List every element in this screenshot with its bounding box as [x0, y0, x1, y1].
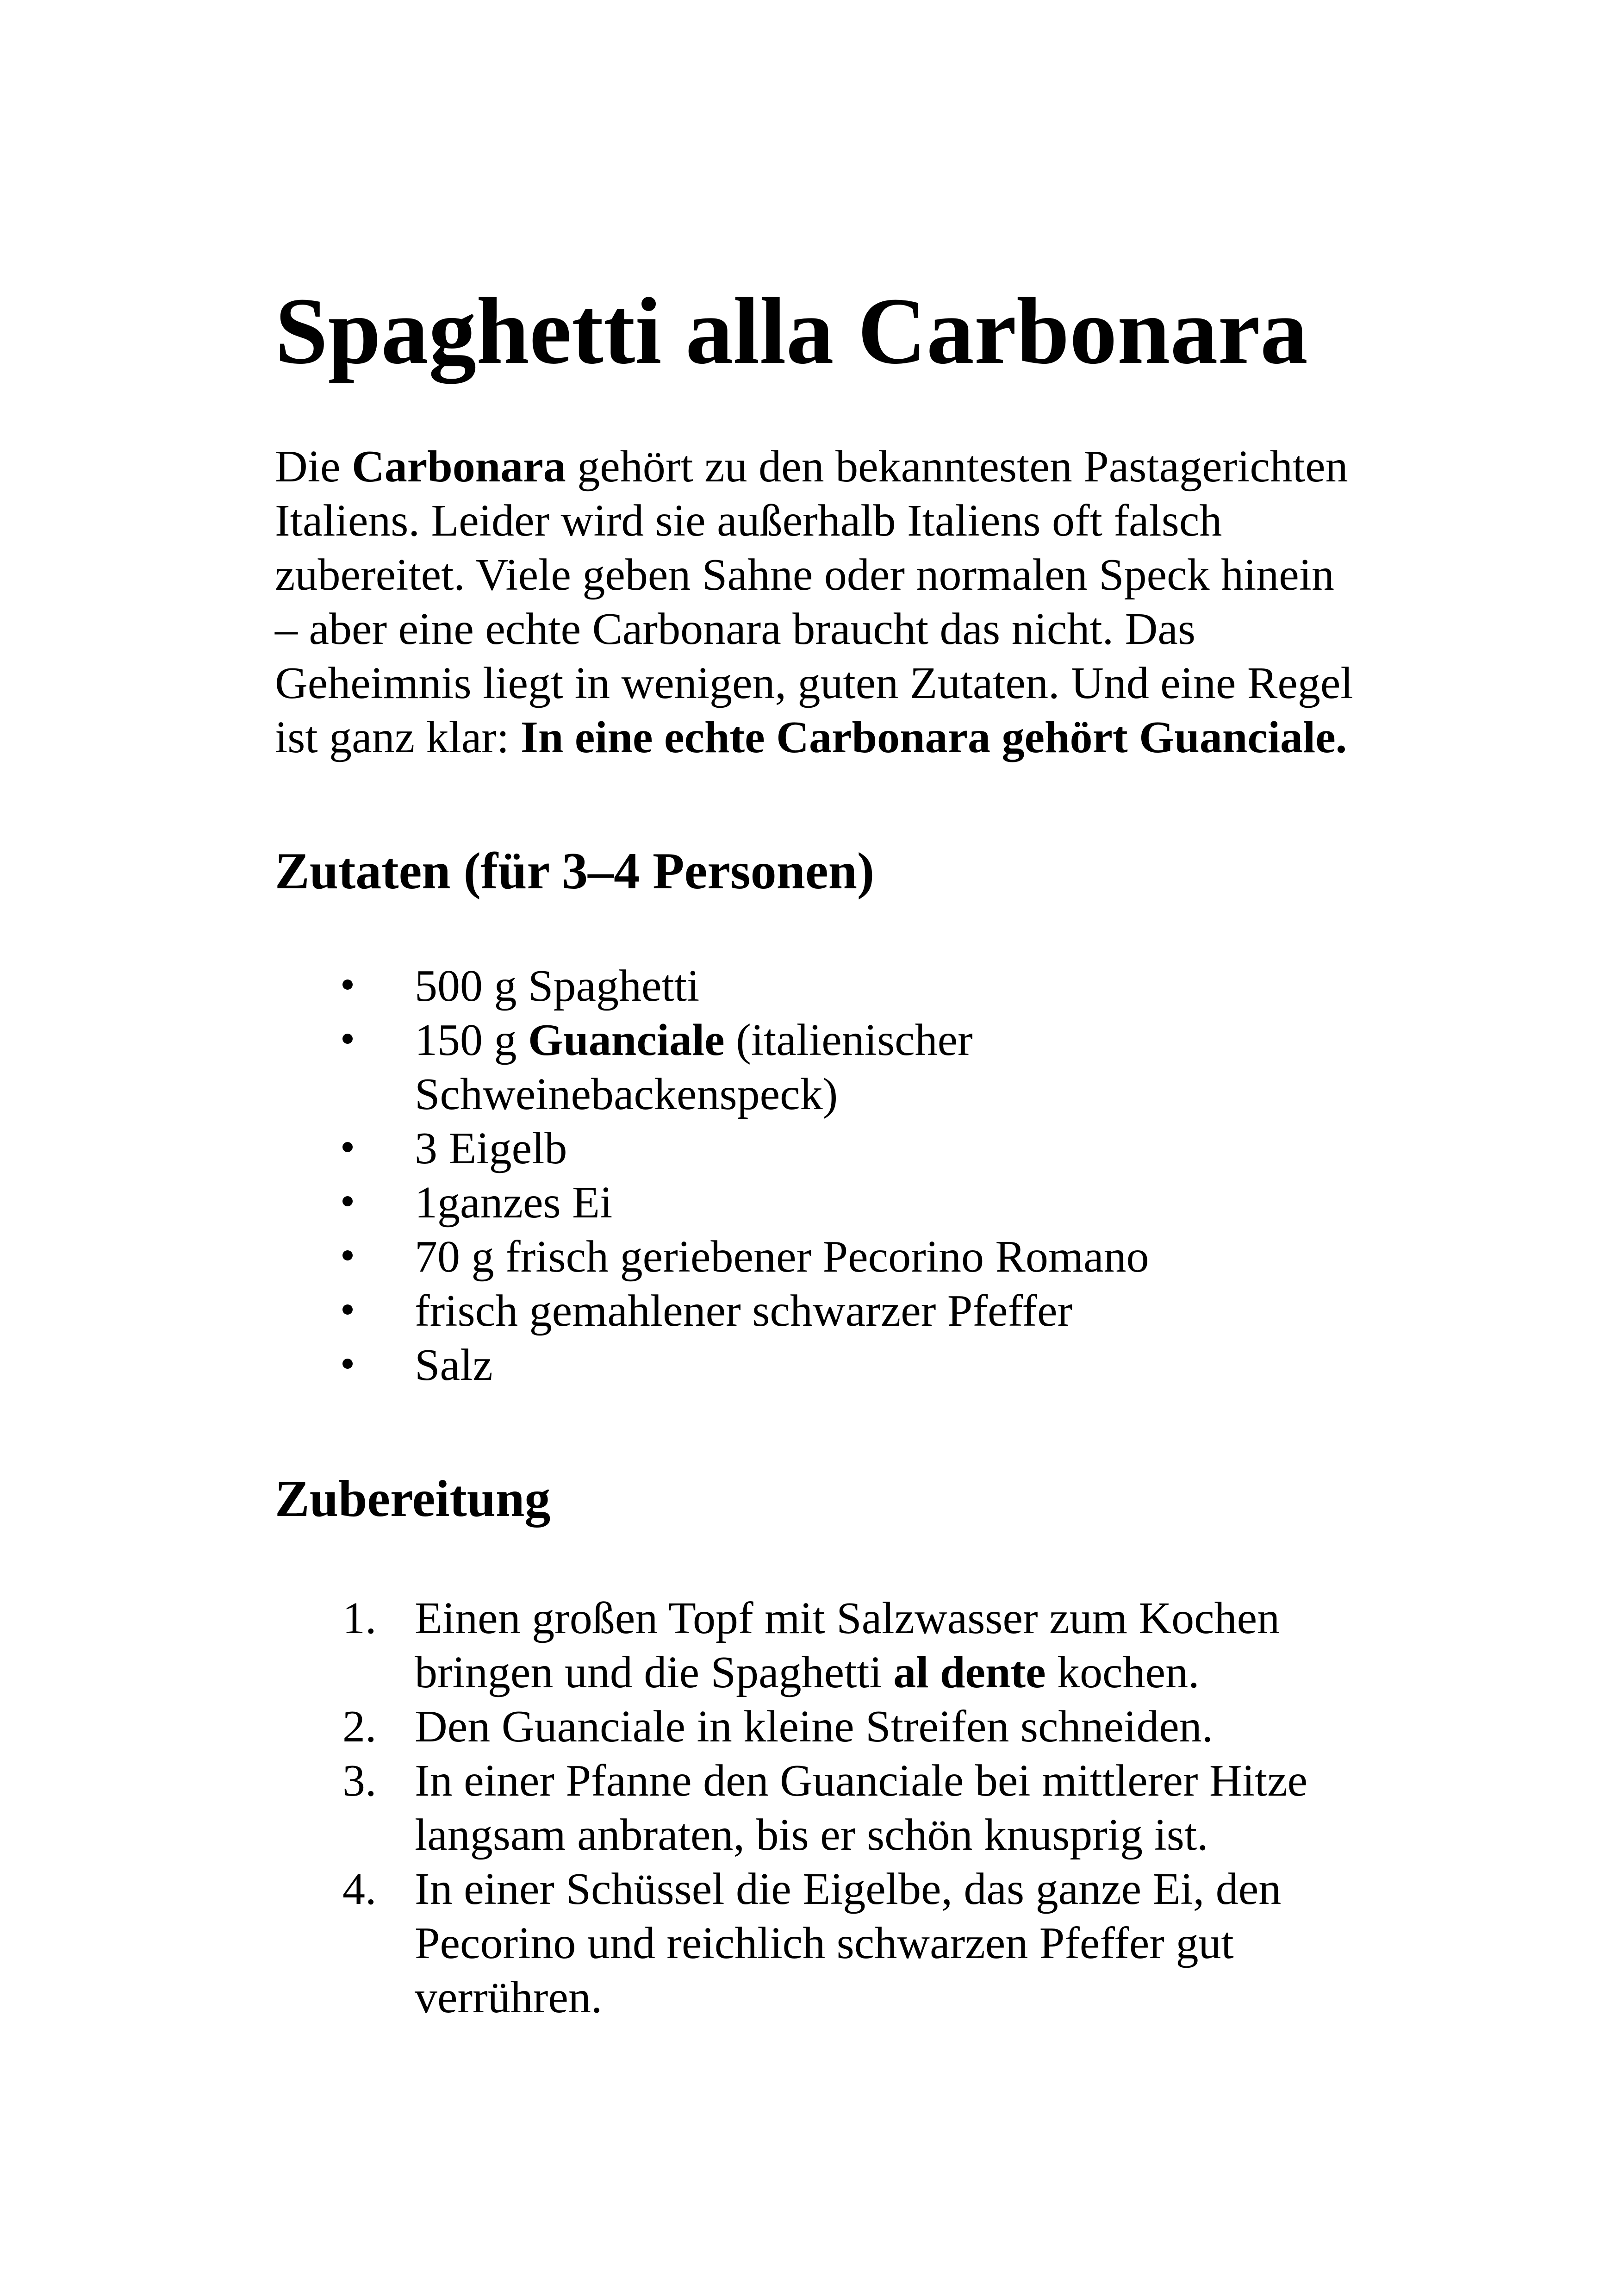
ingredient-text-pre: 150 g [415, 1015, 528, 1065]
intro-bold-rule: In eine echte Carbonara gehört Guanciale. [520, 712, 1347, 762]
step-text-post: kochen. [1045, 1647, 1200, 1697]
ingredient-item [275, 1284, 1353, 1338]
ingredient-text: 70 g frisch geriebener Pecorino Romano [415, 1232, 1149, 1282]
bullet-icon [342, 1034, 353, 1044]
step-text: In einer Pfanne den Guanciale bei mittlerer Hitze langsam anbraten, bis er schön knusprig ist. [415, 1756, 1308, 1860]
step-number: 3. [342, 1756, 377, 1806]
ingredient-text: frisch gemahlener schwarzer Pfeffer [415, 1286, 1073, 1336]
step-item [275, 1591, 1353, 1700]
step-item [275, 1700, 1353, 1754]
step-text-pre: Einen großen Topf mit Salzwasser zum Kochen bringen und die Spaghetti [415, 1593, 1280, 1697]
step-text: Den Guanciale in kleine Streifen schneiden. [415, 1702, 1214, 1752]
ingredient-text-post: (italienischer Schweinebackenspeck) [415, 1015, 973, 1119]
ingredient-text: Salz [415, 1340, 493, 1390]
ingredient-text: 1ganzes Ei [415, 1178, 613, 1228]
bullet-icon [342, 980, 353, 990]
ingredients-list [275, 959, 1353, 1392]
steps-heading: Zubereitung [275, 1470, 551, 1528]
step-number: 1. [342, 1593, 377, 1643]
step-text-bold: al dente [893, 1647, 1046, 1697]
ingredient-text: 3 Eigelb [415, 1123, 567, 1173]
ingredient-text-bold: Guanciale [528, 1015, 725, 1065]
bullet-icon [342, 1304, 353, 1315]
ingredient-item [275, 959, 1353, 1013]
ingredient-item [275, 1013, 1353, 1122]
recipe-title: Spaghetti alla Carbonara [275, 278, 1308, 384]
step-text: In einer Schüssel die Eigelbe, das ganze Ei, den Pecorino und reichlich schwarzen Pfeffer gut verrühren. [415, 1864, 1282, 2022]
step-number: 2. [342, 1702, 377, 1752]
intro-bold-carbonara: Carbonara [352, 442, 566, 492]
bullet-icon [342, 1359, 353, 1369]
step-item [275, 1754, 1353, 1862]
intro-paragraph [275, 440, 1353, 765]
ingredient-item [275, 1338, 1353, 1392]
bullet-icon [342, 1250, 353, 1260]
intro-text-1: Die [275, 442, 352, 492]
intro-text-2: gehört zu den bekanntesten Pastagerichten Italiens. Leider wird sie außerhalb Italiens oft falsch zubereitet. Viele geben Sahne oder normalen Speck hinein – aber eine echte Carbonara braucht das nicht. Das Geheimnis liegt in wenigen, guten Zutaten. Und eine Regel ist ganz klar: [275, 442, 1353, 762]
document-content [275, 273, 1353, 2025]
ingredient-item [275, 1122, 1353, 1176]
step-item [275, 1862, 1353, 2025]
ingredients-heading: Zutaten (für 3–4 Personen) [275, 842, 875, 900]
bullet-icon [342, 1196, 353, 1206]
step-number: 4. [342, 1864, 377, 1914]
ingredient-text: 500 g Spaghetti [415, 961, 700, 1011]
ingredient-item [275, 1176, 1353, 1230]
ingredient-item [275, 1230, 1353, 1284]
bullet-icon [342, 1142, 353, 1152]
steps-list [275, 1591, 1353, 2025]
